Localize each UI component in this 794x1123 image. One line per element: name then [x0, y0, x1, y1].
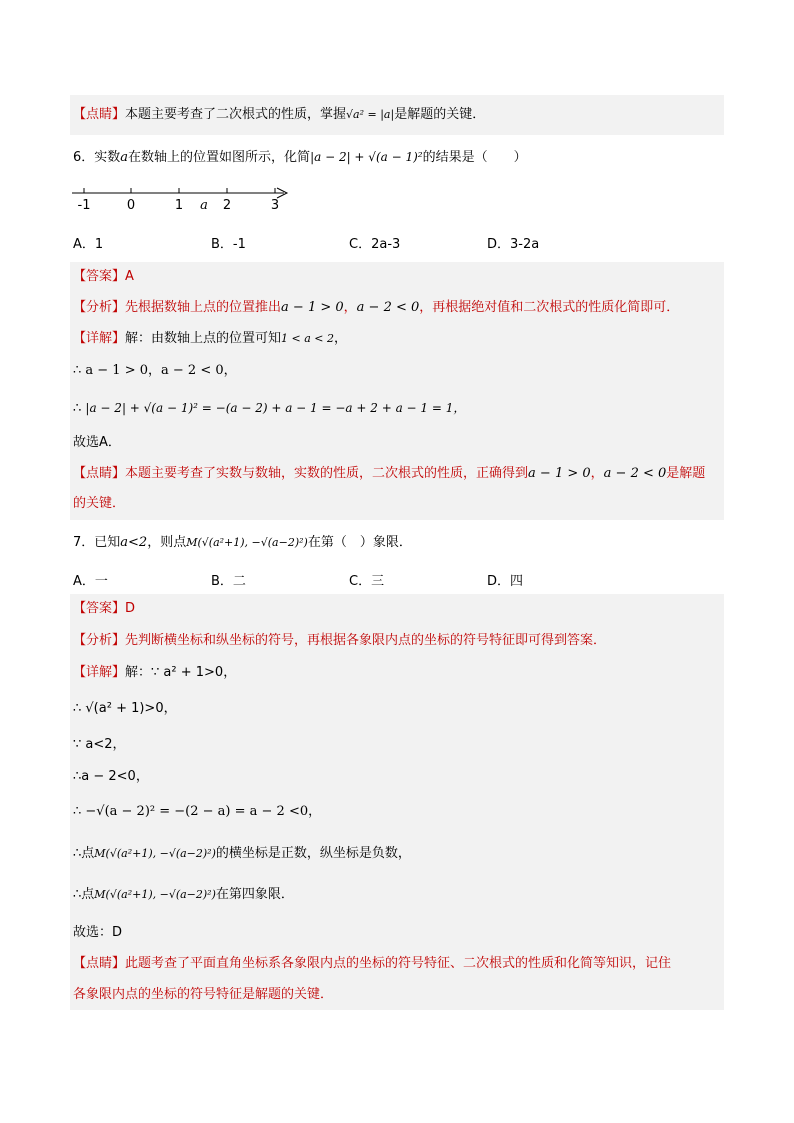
q6-stem: 6．实数a在数轴上的位置如图所示，化简|a − 2| + √(a − 1)²的结果是（ ） — [73, 150, 527, 165]
point-m: M(√(a²+1), −√(a−2)²) — [94, 888, 216, 901]
key-label: 【点睛】 — [73, 466, 126, 481]
q7-analysis: 【分析】先判断横坐标和纵坐标的符号，再根据各象限内点的坐标的符号特征即可得到答案． — [73, 633, 607, 648]
option-b: B．二 — [211, 574, 246, 589]
point-m: M(√(a²+1), −√(a−2)²) — [186, 536, 308, 549]
detail-label: 【详解】 — [73, 331, 126, 346]
q7-step-4: ∴ −√(a − 2)² = −(2 − a) = a − 2 <0， — [73, 804, 322, 819]
answer-label: 【答案】 — [73, 269, 126, 284]
q7-step-6: ∴点M(√(a²+1), −√(a−2)²)在第四象限． — [73, 887, 294, 902]
tick-label: 2 — [222, 198, 232, 213]
option-b: B．-1 — [211, 237, 246, 252]
formula: √a² = |a| — [346, 108, 395, 121]
q7-key-line-2: 各象限内点的坐标的符号特征是解题的关键． — [73, 987, 334, 1002]
q5-key-line: 【点睛】本题主要考查了二次根式的性质，掌握√a² = |a|是解题的关键． — [73, 107, 486, 122]
tick-label: 1 — [174, 198, 184, 213]
detail-label: 【详解】 — [73, 665, 126, 680]
tick-label: 3 — [270, 198, 280, 213]
tick-label: 0 — [126, 198, 136, 213]
q7-choose: 故选：D — [73, 925, 123, 940]
q7-step-3: ∴a − 2<0， — [73, 769, 149, 784]
q6-detail: 【详解】解：由数轴上点的位置可知1 < a < 2， — [73, 331, 348, 346]
number-line — [70, 183, 300, 215]
point-m: M(√(a²+1), −√(a−2)²) — [94, 847, 216, 860]
analysis-label: 【分析】 — [73, 633, 126, 648]
q6-step-1: ∴ a − 1 > 0，a − 2 < 0， — [73, 363, 237, 378]
q7-key-line-1: 【点睛】此题考查了平面直角坐标系各象限内点的坐标的符号特征、二次根式的性质和化简等知识，记住 — [73, 956, 672, 971]
point-a-label: a — [200, 198, 208, 213]
answer-label: 【答案】 — [73, 601, 126, 616]
option-a: A．一 — [73, 574, 108, 589]
q7-stem: 7．已知a<2，则点M(√(a²+1), −√(a−2)²)在第（ ）象限． — [73, 535, 412, 550]
option-d: D．3-2a — [487, 237, 540, 252]
option-d: D．四 — [487, 574, 524, 589]
q7-step-2: ∵ a<2， — [73, 737, 126, 752]
q7-detail: 【详解】解：∵ a² + 1>0， — [73, 665, 237, 680]
formula: |a − 2| + √(a − 1)² — [310, 150, 423, 164]
option-a: A．1 — [73, 237, 104, 252]
q6-key-line-2: 的关键． — [73, 496, 126, 511]
q7-solution-block — [70, 594, 724, 1010]
q6-key-line-1: 【点睛】本题主要考查了实数与数轴，实数的性质，二次根式的性质，正确得到a − 1 > 0，a − 2 < 0是解题 — [73, 466, 706, 481]
q6-step-2: ∴ |a − 2| + √(a − 1)² = −(a − 2) + a − 1 = −a + 2 + a − 1 = 1， — [73, 401, 466, 416]
key-label: 【点睛】 — [73, 107, 126, 122]
key-label: 【点睛】 — [73, 956, 126, 971]
q7-step-1: ∴ √(a² + 1)>0， — [73, 701, 177, 716]
q6-choose: 故选A． — [73, 435, 121, 450]
q6-analysis: 【分析】先根据数轴上点的位置推出a − 1 > 0，a − 2 < 0，再根据绝对值和二次根式的性质化简即可． — [73, 300, 680, 315]
option-c: C．2a-3 — [349, 237, 401, 252]
tick-label: -1 — [77, 198, 91, 213]
q7-step-5: ∴点M(√(a²+1), −√(a−2)²)的横坐标是正数，纵坐标是负数， — [73, 846, 411, 861]
q7-answer: 【答案】D — [73, 601, 136, 616]
analysis-label: 【分析】 — [73, 300, 126, 315]
q6-answer: 【答案】A — [73, 269, 134, 284]
option-c: C．三 — [349, 574, 385, 589]
